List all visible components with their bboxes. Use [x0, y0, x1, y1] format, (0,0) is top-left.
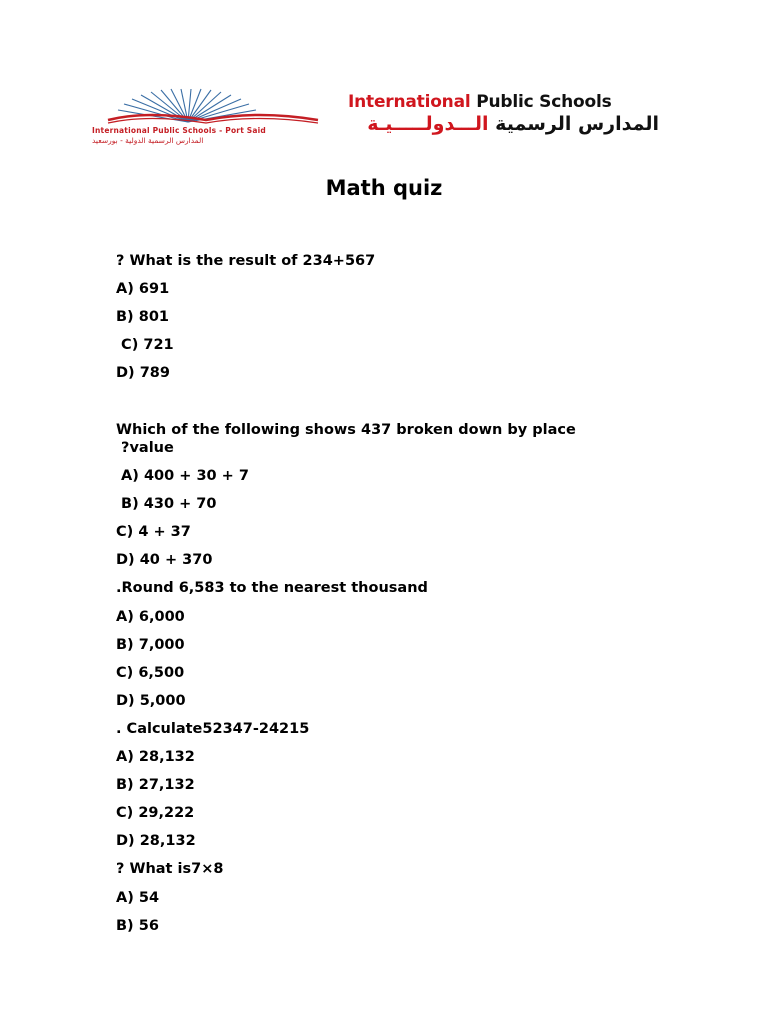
school-emblem [88, 88, 328, 150]
emblem-caption-english: International Public Schools - Port Said [92, 126, 267, 135]
question-1-option-c: C) 721 [116, 337, 174, 353]
question-2-option-d: D) 40 + 370 [116, 552, 213, 568]
question-2-text: Which of the following shows 437 broken down by place [116, 422, 576, 438]
question-1-option-b: B) 801 [116, 309, 169, 325]
question-5-text: ? What is7×8 [116, 861, 224, 877]
question-2-option-a: A) 400 + 30 + 7 [116, 468, 249, 484]
question-4-option-a: A) 28,132 [116, 749, 195, 765]
question-1-option-d: D) 789 [116, 365, 170, 381]
brand-title-english [348, 92, 612, 112]
question-3-text: .Round 6,583 to the nearest thousand [116, 580, 428, 596]
question-3-option-c: C) 6,500 [116, 665, 185, 681]
school-header-logo [88, 88, 668, 150]
brand-arabic-black: المدارس الرسمية [488, 113, 659, 135]
question-5-option-a: A) 54 [116, 890, 160, 906]
question-4-option-b: B) 27,132 [116, 777, 195, 793]
question-5-option-b: B) 56 [116, 918, 159, 934]
question-4-option-d: D) 28,132 [116, 833, 196, 849]
brand-title-black: Public Schools [470, 92, 612, 112]
brand-arabic-red: الـــدولـــــيـة [367, 113, 489, 135]
question-2-option-b: B) 430 + 70 [116, 496, 217, 512]
question-1-text: ? What is the result of 234+567 [116, 253, 376, 269]
question-3-option-d: D) 5,000 [116, 693, 186, 709]
question-4-option-c: C) 29,222 [116, 805, 195, 821]
question-2-option-c: C) 4 + 37 [116, 524, 191, 540]
question-2-text-continued: ?value [116, 440, 174, 456]
question-3-option-a: A) 6,000 [116, 609, 185, 625]
open-book-rays-icon [88, 88, 328, 128]
page-title: Math quiz [325, 176, 443, 200]
emblem-caption-arabic: المدارس الرسمية الدولية - بورسعيد [92, 136, 204, 145]
brand-title-red: International [348, 92, 471, 112]
question-3-option-b: B) 7,000 [116, 637, 185, 653]
brand-title-arabic [348, 113, 659, 135]
question-1-option-a: A) 691 [116, 281, 170, 297]
question-4-text: . Calculate52347-24215 [116, 721, 310, 737]
